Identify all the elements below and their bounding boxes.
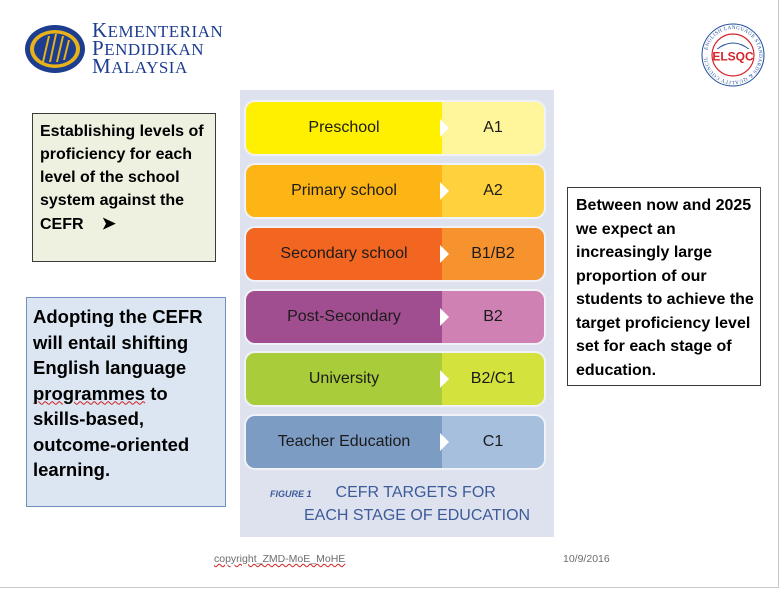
badge-ring-text: ENGLISH LANGUAGE STANDARDS & QUALITY COUNCIL <box>702 24 764 86</box>
stage-label: Secondary school <box>246 228 442 280</box>
footer-date: 10/9/2016 <box>563 553 610 565</box>
chevron-right-icon <box>440 433 449 451</box>
stage-label: Primary school <box>246 165 442 217</box>
stage-label: Teacher Education <box>246 416 442 468</box>
stage-label: University <box>246 353 442 405</box>
figure-label: FIGURE 1 <box>270 489 312 499</box>
stage-row-primary <box>246 165 544 217</box>
cefr-adoption-text-1: Adopting the CEFR will entail shifting English language <box>33 306 203 378</box>
proficiency-levels-note <box>32 113 216 262</box>
arrow-right-icon: ➤ <box>101 214 116 233</box>
cefr-level: B1/B2 <box>442 228 544 280</box>
chevron-right-icon <box>440 119 449 137</box>
cefr-adoption-text-3: to skills-based, outcome-oriented learning. <box>33 382 190 480</box>
cefr-level: B2/C1 <box>442 353 544 405</box>
chevron-right-icon <box>440 308 449 326</box>
chevron-right-icon <box>440 245 449 263</box>
stage-row-secondary <box>246 228 544 280</box>
cefr-level: C1 <box>442 416 544 468</box>
ministry-name: KEMENTERIAN PENDIDIKAN MALAYSIA <box>92 18 224 78</box>
ministry-emblem-icon <box>24 24 86 74</box>
badge-center-text: ELSQC <box>712 49 754 64</box>
stage-row-post-secondary <box>246 291 544 343</box>
target-expectation-note <box>567 187 761 386</box>
ministry-logo <box>24 18 264 78</box>
chevron-right-icon <box>440 370 449 388</box>
cefr-adoption-text-2: programmes <box>33 382 146 404</box>
figure-caption-line-2: EACH STAGE OF EDUCATION <box>304 507 531 524</box>
footer-copyright: copyright_ZMD-MoE_MoHE <box>214 553 346 565</box>
cefr-adoption-note <box>26 297 226 507</box>
elsqc-badge <box>700 22 766 88</box>
cefr-level: A2 <box>442 165 544 217</box>
chevron-right-icon <box>440 182 449 200</box>
stage-row-university <box>246 353 544 405</box>
stage-row-teacher-education <box>246 416 544 468</box>
stage-label: Preschool <box>246 102 442 154</box>
cefr-targets-figure <box>240 90 554 537</box>
target-expectation-text: Between now and 2025 we expect an increasingly large proportion of our students to achieve the target proficiency level set for each stage of education. <box>576 197 754 379</box>
cefr-level: B2 <box>442 291 544 343</box>
figure-caption <box>270 482 540 527</box>
cefr-level: A1 <box>442 102 544 154</box>
stage-row-preschool <box>246 102 544 154</box>
figure-caption-line-1: CEFR TARGETS FOR <box>335 484 496 501</box>
stage-label: Post-Secondary <box>246 291 442 343</box>
proficiency-levels-text: Establishing levels of proficiency for each level of the school system against the CEFR <box>40 123 204 233</box>
